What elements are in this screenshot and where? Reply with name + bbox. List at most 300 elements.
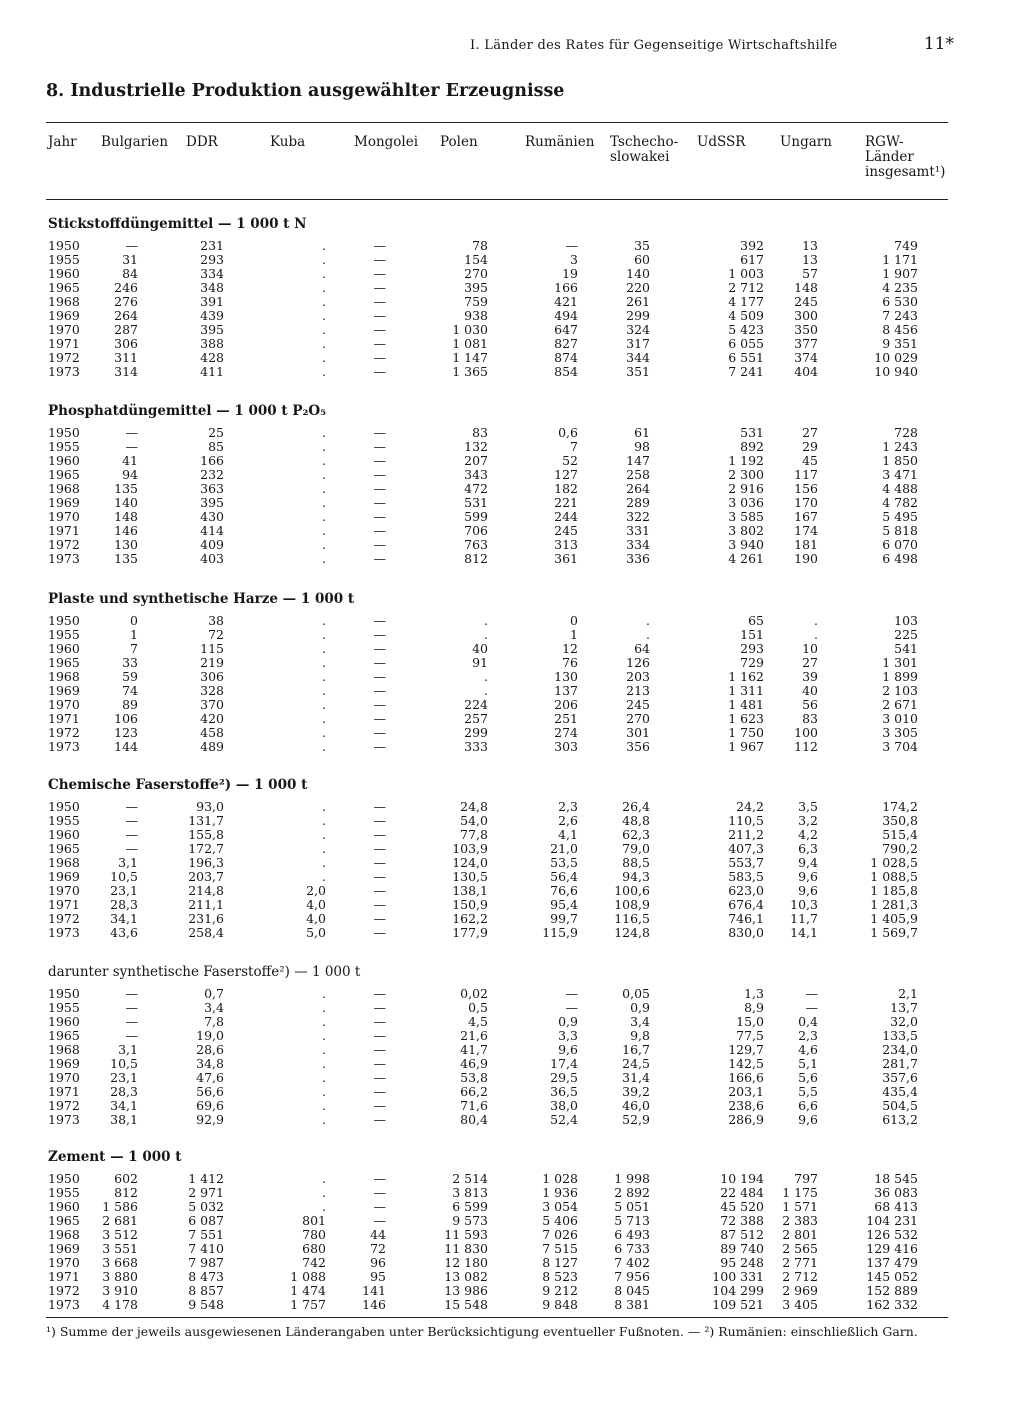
cell-tot: 137 479 xyxy=(866,1255,918,1271)
cell-su: 729 xyxy=(740,655,764,671)
cell-year: 1972 xyxy=(48,537,80,553)
cell-hu: 9,6 xyxy=(798,869,818,885)
cell-ro: 2,3 xyxy=(558,799,578,814)
table-bottom-rule xyxy=(46,1317,948,1318)
cell-cu: . xyxy=(322,683,326,699)
cell-mn: — xyxy=(373,1042,386,1058)
cell-ddr: 334 xyxy=(200,266,224,282)
cell-cu: . xyxy=(322,1042,326,1058)
cell-cu: . xyxy=(322,697,326,713)
cell-ro: 4,1 xyxy=(558,827,578,843)
cell-year: 1950 xyxy=(48,613,80,628)
cell-ddr: 348 xyxy=(200,280,224,296)
cell-hu: 404 xyxy=(794,364,818,380)
cell-ddr: 458 xyxy=(200,725,224,741)
table-row xyxy=(48,510,948,524)
cell-pl: 177,9 xyxy=(452,925,488,941)
cell-hu: 174 xyxy=(794,523,818,539)
cell-su: 4 509 xyxy=(728,308,764,324)
cell-year: 1970 xyxy=(48,322,80,338)
cell-su: 531 xyxy=(740,425,764,440)
cell-ddr: 25 xyxy=(208,425,224,440)
cell-tot: 613,2 xyxy=(882,1112,918,1128)
cell-year: 1971 xyxy=(48,523,80,539)
cell-tot: 104 231 xyxy=(866,1213,918,1229)
cell-year: 1972 xyxy=(48,1098,80,1114)
cell-cs: 356 xyxy=(626,739,650,755)
cell-bg: 3 668 xyxy=(102,1255,138,1271)
table-row xyxy=(48,1071,948,1085)
cell-mn: — xyxy=(373,294,386,310)
header-rule xyxy=(46,199,948,200)
table-row xyxy=(48,1228,948,1242)
cell-cu: 1 474 xyxy=(290,1283,326,1299)
cell-hu: 797 xyxy=(794,1171,818,1186)
cell-cu: . xyxy=(322,252,326,268)
table-row xyxy=(48,912,948,926)
cell-ro: 827 xyxy=(554,336,578,352)
cell-cs: 6 733 xyxy=(614,1241,650,1257)
cell-cs: 203 xyxy=(626,669,650,685)
cell-ddr: 414 xyxy=(200,523,224,539)
cell-pl: 21,6 xyxy=(460,1028,488,1044)
cell-tot: 1 907 xyxy=(882,266,918,282)
cell-year: 1955 xyxy=(48,627,80,643)
section-title: Stickstoffdüngemittel — 1 000 t N xyxy=(48,216,307,232)
cell-year: 1971 xyxy=(48,336,80,352)
table-row xyxy=(48,440,948,454)
cell-su: 3 585 xyxy=(728,509,764,525)
cell-su: 623,0 xyxy=(728,883,764,899)
cell-ro: 38,0 xyxy=(550,1098,578,1114)
cell-pl: 270 xyxy=(464,266,488,282)
cell-year: 1970 xyxy=(48,1070,80,1086)
cell-bg: 3 910 xyxy=(102,1283,138,1299)
cell-year: 1972 xyxy=(48,911,80,927)
cell-cu: . xyxy=(322,827,326,843)
cell-ddr: 7 987 xyxy=(188,1255,224,1271)
cell-cs: 60 xyxy=(634,252,650,268)
cell-cs: 264 xyxy=(626,481,650,497)
cell-su: 10 194 xyxy=(720,1171,764,1186)
table-row xyxy=(48,1029,948,1043)
cell-su: 6 055 xyxy=(728,336,764,352)
cell-su: 100 331 xyxy=(712,1269,764,1285)
cell-ro: 52,4 xyxy=(550,1112,578,1128)
cell-ro: 56,4 xyxy=(550,869,578,885)
cell-cu: 742 xyxy=(302,1255,326,1271)
cell-pl: 0,5 xyxy=(468,1000,488,1016)
section-title: Phosphatdüngemittel — 1 000 t P₂O₅ xyxy=(48,403,327,419)
cell-ddr: 19,0 xyxy=(196,1028,224,1044)
cell-year: 1971 xyxy=(48,897,80,913)
cell-mn: 96 xyxy=(370,1255,386,1271)
cell-ddr: 363 xyxy=(200,481,224,497)
cell-su: 892 xyxy=(740,439,764,455)
cell-su: 7 241 xyxy=(728,364,764,380)
cell-cs: 79,0 xyxy=(622,841,650,857)
cell-bg: 3,1 xyxy=(118,1042,138,1058)
column-header-pl: Polen xyxy=(440,134,478,150)
cell-ddr: 428 xyxy=(200,350,224,366)
cell-ro: 361 xyxy=(554,551,578,567)
cell-ddr: 306 xyxy=(200,669,224,685)
cell-cs: 301 xyxy=(626,725,650,741)
cell-pl: 54,0 xyxy=(460,813,488,829)
cell-ddr: 93,0 xyxy=(196,799,224,814)
cell-mn: — xyxy=(373,1185,386,1201)
cell-tot: 2 103 xyxy=(882,683,918,699)
cell-bg: 34,1 xyxy=(110,911,138,927)
cell-su: 1 623 xyxy=(728,711,764,727)
cell-cu: . xyxy=(322,986,326,1001)
cell-ddr: 69,6 xyxy=(196,1098,224,1114)
cell-hu: 112 xyxy=(794,739,818,755)
cell-year: 1970 xyxy=(48,883,80,899)
cell-pl: 24,8 xyxy=(460,799,488,814)
cell-su: 45 520 xyxy=(720,1199,764,1215)
cell-bg: 146 xyxy=(114,523,138,539)
cell-hu: 181 xyxy=(794,537,818,553)
cell-hu: 29 xyxy=(802,439,818,455)
cell-su: 746,1 xyxy=(728,911,764,927)
table-row xyxy=(48,309,948,323)
cell-bg: 812 xyxy=(114,1185,138,1201)
cell-su: 15,0 xyxy=(736,1014,764,1030)
table-row xyxy=(48,351,948,365)
cell-ddr: 38 xyxy=(208,613,224,628)
cell-mn: — xyxy=(373,897,386,913)
cell-mn: — xyxy=(373,1098,386,1114)
cell-ro: 17,4 xyxy=(550,1056,578,1072)
cell-year: 1969 xyxy=(48,683,80,699)
cell-mn: 72 xyxy=(370,1241,386,1257)
cell-su: 1 967 xyxy=(728,739,764,755)
cell-ddr: 430 xyxy=(200,509,224,525)
cell-pl: 162,2 xyxy=(452,911,488,927)
cell-tot: 7 243 xyxy=(882,308,918,324)
cell-mn: — xyxy=(373,799,386,814)
cell-pl: 343 xyxy=(464,467,488,483)
table-row xyxy=(48,1200,948,1214)
cell-hu: 1 571 xyxy=(782,1199,818,1215)
cell-cu: . xyxy=(322,1112,326,1128)
cell-mn: — xyxy=(373,627,386,643)
cell-tot: 541 xyxy=(894,641,918,657)
cell-year: 1965 xyxy=(48,841,80,857)
cell-mn: 146 xyxy=(362,1297,386,1313)
cell-tot: 3 471 xyxy=(882,467,918,483)
cell-cs: 6 493 xyxy=(614,1227,650,1243)
cell-mn: — xyxy=(373,1199,386,1215)
cell-ro: 7 xyxy=(570,439,578,455)
cell-ro: 313 xyxy=(554,537,578,553)
cell-cs: 100,6 xyxy=(614,883,650,899)
cell-year: 1970 xyxy=(48,697,80,713)
table-row xyxy=(48,1172,948,1186)
cell-su: 211,2 xyxy=(728,827,764,843)
cell-ddr: 85 xyxy=(208,439,224,455)
cell-cu: . xyxy=(322,294,326,310)
cell-mn: — xyxy=(373,683,386,699)
cell-ddr: 3,4 xyxy=(204,1000,224,1016)
cell-mn: — xyxy=(373,537,386,553)
cell-su: 2 300 xyxy=(728,467,764,483)
cell-cu: . xyxy=(322,537,326,553)
cell-year: 1971 xyxy=(48,1269,80,1285)
cell-cu: . xyxy=(322,467,326,483)
table-row xyxy=(48,1001,948,1015)
cell-cs: 98 xyxy=(634,439,650,455)
cell-ddr: 7 551 xyxy=(188,1227,224,1243)
cell-ro: 8 127 xyxy=(542,1255,578,1271)
cell-ddr: 0,7 xyxy=(204,986,224,1001)
cell-bg: 28,3 xyxy=(110,1084,138,1100)
cell-cs: 299 xyxy=(626,308,650,324)
cell-hu: 374 xyxy=(794,350,818,366)
cell-cs: 336 xyxy=(626,551,650,567)
cell-ro: 251 xyxy=(554,711,578,727)
cell-tot: 1 569,7 xyxy=(870,925,918,941)
cell-year: 1955 xyxy=(48,813,80,829)
cell-hu: 2,3 xyxy=(798,1028,818,1044)
cell-ro: 36,5 xyxy=(550,1084,578,1100)
cell-hu: 170 xyxy=(794,495,818,511)
cell-mn: — xyxy=(373,523,386,539)
table-row xyxy=(48,800,948,814)
cell-year: 1955 xyxy=(48,1000,80,1016)
cell-hu: 245 xyxy=(794,294,818,310)
cell-mn: — xyxy=(373,1213,386,1229)
table-row xyxy=(48,426,948,440)
table-row xyxy=(48,538,948,552)
cell-pl: 3 813 xyxy=(452,1185,488,1201)
cell-ddr: 7,8 xyxy=(204,1014,224,1030)
cell-pl: . xyxy=(484,613,488,628)
cell-ddr: 7 410 xyxy=(188,1241,224,1257)
cell-pl: 138,1 xyxy=(452,883,488,899)
cell-tot: 1 171 xyxy=(882,252,918,268)
cell-bg: 135 xyxy=(114,481,138,497)
cell-bg: 144 xyxy=(114,739,138,755)
cell-year: 1950 xyxy=(48,799,80,814)
cell-tot: 126 532 xyxy=(866,1227,918,1243)
cell-ddr: 403 xyxy=(200,551,224,567)
cell-ddr: 231 xyxy=(200,238,224,253)
table-title: 8. Industrielle Produktion ausgewählter Erzeugnisse xyxy=(46,81,565,101)
cell-cu: . xyxy=(322,669,326,685)
cell-pl: 71,6 xyxy=(460,1098,488,1114)
cell-bg: 59 xyxy=(122,669,138,685)
cell-ddr: 391 xyxy=(200,294,224,310)
table-row xyxy=(48,884,948,898)
cell-ro: 1 xyxy=(570,627,578,643)
cell-cs: 334 xyxy=(626,537,650,553)
cell-bg: — xyxy=(125,813,138,829)
cell-ro: 3 xyxy=(570,252,578,268)
cell-tot: 32,0 xyxy=(890,1014,918,1030)
cell-pl: 41,7 xyxy=(460,1042,488,1058)
cell-ro: 874 xyxy=(554,350,578,366)
cell-cs: 24,5 xyxy=(622,1056,650,1072)
cell-cs: 1 998 xyxy=(614,1171,650,1186)
cell-bg: 1 586 xyxy=(102,1199,138,1215)
cell-cu: . xyxy=(322,641,326,657)
cell-tot: 1 185,8 xyxy=(870,883,918,899)
cell-pl: 11 830 xyxy=(444,1241,488,1257)
cell-cu: . xyxy=(322,481,326,497)
cell-cs: 39,2 xyxy=(622,1084,650,1100)
cell-hu: 167 xyxy=(794,509,818,525)
cell-mn: — xyxy=(373,1171,386,1186)
cell-su: 166,6 xyxy=(728,1070,764,1086)
cell-su: 8,9 xyxy=(744,1000,764,1016)
column-header-su: UdSSR xyxy=(697,134,746,150)
cell-pl: . xyxy=(484,627,488,643)
cell-mn: — xyxy=(373,841,386,857)
cell-su: 104 299 xyxy=(712,1283,764,1299)
cell-hu: 57 xyxy=(802,266,818,282)
cell-ddr: 214,8 xyxy=(188,883,224,899)
cell-su: 203,1 xyxy=(728,1084,764,1100)
cell-ro: 8 523 xyxy=(542,1269,578,1285)
cell-pl: 4,5 xyxy=(468,1014,488,1030)
cell-bg: 123 xyxy=(114,725,138,741)
cell-ddr: 231,6 xyxy=(188,911,224,927)
cell-cu: . xyxy=(322,308,326,324)
cell-cs: 270 xyxy=(626,711,650,727)
cell-cs: 147 xyxy=(626,453,650,469)
cell-tot: 5 818 xyxy=(882,523,918,539)
cell-su: 1 003 xyxy=(728,266,764,282)
cell-su: 4 261 xyxy=(728,551,764,567)
cell-bg: — xyxy=(125,425,138,440)
cell-ro: 1 936 xyxy=(542,1185,578,1201)
cell-mn: — xyxy=(373,252,386,268)
cell-ddr: 2 971 xyxy=(188,1185,224,1201)
cell-hu: 27 xyxy=(802,655,818,671)
table-row xyxy=(48,628,948,642)
cell-cu: 1 757 xyxy=(290,1297,326,1313)
table-row xyxy=(48,1186,948,1200)
cell-su: 1 750 xyxy=(728,725,764,741)
cell-hu: 2 712 xyxy=(782,1269,818,1285)
cell-year: 1960 xyxy=(48,641,80,657)
cell-hu: 13 xyxy=(802,252,818,268)
cell-bg: 31 xyxy=(122,252,138,268)
cell-ddr: 293 xyxy=(200,252,224,268)
cell-pl: 599 xyxy=(464,509,488,525)
cell-tot: 18 545 xyxy=(874,1171,918,1186)
column-header-tot: RGW- Länder insgesamt¹) xyxy=(865,134,946,180)
cell-pl: 150,9 xyxy=(452,897,488,913)
cell-ro: 9 848 xyxy=(542,1297,578,1313)
cell-tot: 234,0 xyxy=(882,1042,918,1058)
cell-ddr: 388 xyxy=(200,336,224,352)
cell-cu: . xyxy=(322,1098,326,1114)
cell-pl: 2 514 xyxy=(452,1171,488,1186)
cell-mn: — xyxy=(373,739,386,755)
cell-tot: 435,4 xyxy=(882,1084,918,1100)
cell-pl: 1 081 xyxy=(452,336,488,352)
table-row xyxy=(48,524,948,538)
cell-bg: 89 xyxy=(122,697,138,713)
table-row xyxy=(48,1298,948,1312)
cell-cs: 8 045 xyxy=(614,1283,650,1299)
cell-pl: 1 147 xyxy=(452,350,488,366)
cell-cu: . xyxy=(322,813,326,829)
cell-year: 1965 xyxy=(48,280,80,296)
cell-pl: 46,9 xyxy=(460,1056,488,1072)
cell-cu: 801 xyxy=(302,1213,326,1229)
table-row xyxy=(48,987,948,1001)
cell-mn: — xyxy=(373,669,386,685)
cell-tot: 1 405,9 xyxy=(870,911,918,927)
cell-ro: 0,9 xyxy=(558,1014,578,1030)
cell-cs: 344 xyxy=(626,350,650,366)
cell-ddr: 211,1 xyxy=(188,897,224,913)
cell-ddr: 439 xyxy=(200,308,224,324)
cell-year: 1955 xyxy=(48,252,80,268)
table-row xyxy=(48,814,948,828)
cell-pl: 83 xyxy=(472,425,488,440)
cell-ro: 421 xyxy=(554,294,578,310)
cell-mn: — xyxy=(373,1070,386,1086)
cell-su: 4 177 xyxy=(728,294,764,310)
cell-ro: 53,5 xyxy=(550,855,578,871)
cell-cs: 0,05 xyxy=(622,986,650,1001)
cell-ddr: 28,6 xyxy=(196,1042,224,1058)
cell-cu: . xyxy=(322,869,326,885)
cell-cs: 9,8 xyxy=(630,1028,650,1044)
cell-su: 5 423 xyxy=(728,322,764,338)
cell-cs: 3,4 xyxy=(630,1014,650,1030)
cell-ddr: 203,7 xyxy=(188,869,224,885)
cell-tot: 790,2 xyxy=(882,841,918,857)
cell-hu: 9,6 xyxy=(798,1112,818,1128)
cell-bg: — xyxy=(125,986,138,1001)
cell-ddr: 56,6 xyxy=(196,1084,224,1100)
cell-ro: 182 xyxy=(554,481,578,497)
cell-mn: — xyxy=(373,495,386,511)
table-row xyxy=(48,1015,948,1029)
cell-hu: 2 771 xyxy=(782,1255,818,1271)
cell-year: 1968 xyxy=(48,1227,80,1243)
cell-tot: 504,5 xyxy=(882,1098,918,1114)
cell-cu: . xyxy=(322,336,326,352)
cell-cu: . xyxy=(322,523,326,539)
cell-su: 89 740 xyxy=(720,1241,764,1257)
cell-year: 1969 xyxy=(48,495,80,511)
cell-bg: 276 xyxy=(114,294,138,310)
cell-ro: 76 xyxy=(562,655,578,671)
cell-pl: 154 xyxy=(464,252,488,268)
cell-hu: 40 xyxy=(802,683,818,699)
cell-bg: 41 xyxy=(122,453,138,469)
cell-hu: 39 xyxy=(802,669,818,685)
cell-su: 3 940 xyxy=(728,537,764,553)
cell-tot: 1 850 xyxy=(882,453,918,469)
cell-cu: . xyxy=(322,841,326,857)
cell-ro: 9,6 xyxy=(558,1042,578,1058)
cell-su: 6 551 xyxy=(728,350,764,366)
cell-mn: — xyxy=(373,364,386,380)
cell-ddr: 395 xyxy=(200,495,224,511)
cell-tot: 4 235 xyxy=(882,280,918,296)
cell-year: 1973 xyxy=(48,551,80,567)
cell-ro: 29,5 xyxy=(550,1070,578,1086)
cell-mn: 44 xyxy=(370,1227,386,1243)
